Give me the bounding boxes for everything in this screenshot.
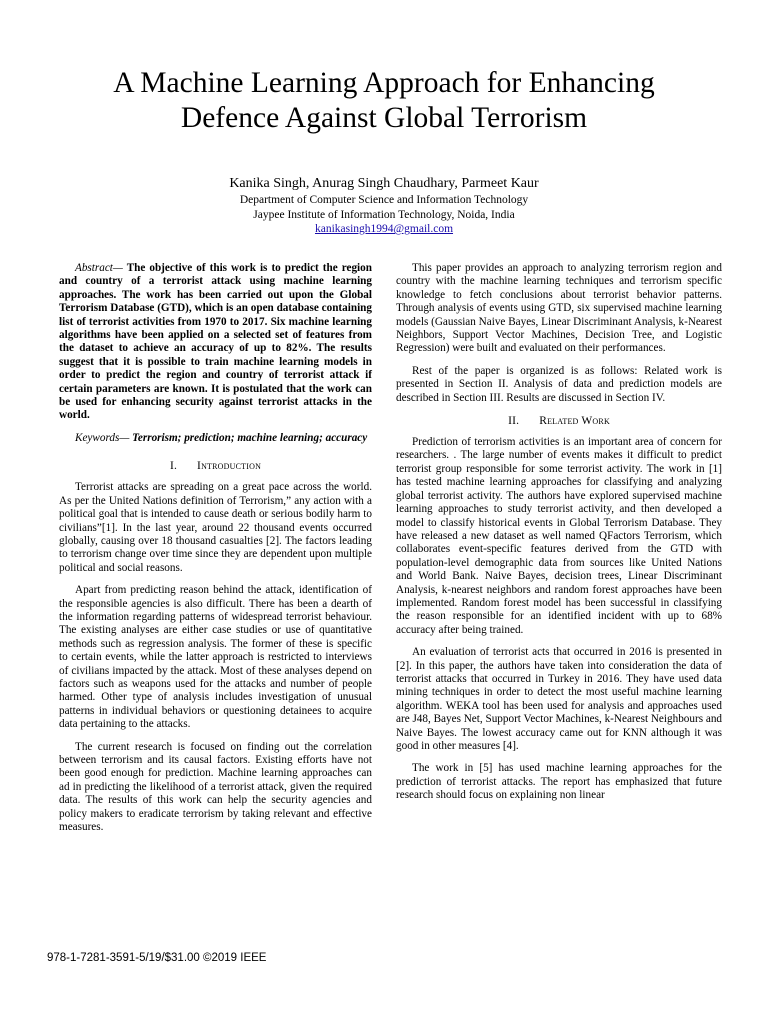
section-number: I.: [169, 460, 178, 473]
right-column: [396, 262, 722, 812]
affiliation-institute: Jaypee Institute of Information Technology, Noida, India: [253, 209, 515, 221]
author-email-link[interactable]: kanikasingh1994@gmail.com: [314, 223, 454, 235]
section-heading-introduction: [59, 459, 372, 473]
left-column: [59, 262, 372, 843]
paragraph: Rest of the paper is organized is as follows: Related work is presented in Section II. Analysis of data and prediction models are described in Section III. Results are discussed in Section IV.: [396, 364, 722, 404]
copyright-footer: 978-1-7281-3591-5/19/$31.00 ©2019 IEEE: [47, 952, 267, 964]
section-name: Related Work: [539, 415, 610, 428]
abstract: [59, 262, 372, 423]
affiliation-department: Department of Computer Science and Information Technology: [239, 194, 529, 206]
keywords-text: Terrorism; prediction; machine learning; accuracy: [129, 431, 368, 444]
title-line-2: Defence Against Global Terrorism: [180, 102, 588, 134]
paper-title: [40, 66, 728, 136]
paragraph: Prediction of terrorism activities is an important area of concern for researchers. . The large number of events makes it difficult to predict terrorist group responsible for some terrorist activity. The work in [1] has tested machine learning approaches for classifying and analyzing global terrorist activity. The authors have explored supervised machine learning approaches to study terrorist activity, and then developed a model to classify historical events in Global Terrorism Database. They have released a new dataset as well named QFactors Terrorism, which collaborates event-specific features derived from the GTD with population-level demographic data from sources like United Nations and World Bank. Naive Bayes, decision trees, Linear Discriminant Analysis, k-nearest neighbors and random forest approaches have been implemented. Random forest model has been successful in classifying the reason responsible for an identified incident with up to 68% accuracy after being trained.: [396, 436, 722, 636]
author-list: Kanika Singh, Anurag Singh Chaudhary, Parmeet Kaur: [229, 176, 539, 191]
paragraph: An evaluation of terrorist acts that occurred in 2016 is presented in [2]. In this paper, the authors have taken into consideration the data of terrorist attacks that occurred in Turkey in 2016. They have used data mining techniques in order to detect the most useful machine learning algorithm. WEKA tool has been used for analysis and approaches used are J48, Bayes Net, Support Vector Machines, k-Nearest Neighbours and Naive Bayes. The lowest accuracy came out for KNN although it was good in other measures [4].: [396, 646, 723, 752]
paragraph: This paper provides an approach to analyzing terrorism region and country with the machine learning techniques and terrorism specific knowledge to fetch conclusions about terrorist behavior patterns. Through analysis of events using GTD, six supervised machine learning models (Gaussian Naive Bayes, Linear Discriminant Analysis, k-Nearest Neighbors, Support Vector Machines, Decision Tree, and Logistic Regression) were built and evaluated on their performances.: [396, 262, 722, 355]
title-line-1: A Machine Learning Approach for Enhancing: [113, 67, 655, 99]
keywords: [59, 432, 372, 445]
paragraph: The current research is focused on finding out the correlation between terrorism and its causal factors. Existing efforts have not been good enough for prediction. Machine learning approaches can ad in predicting the likelihood of a terrorist attack, given the required data. The results of this work can help the security agencies and policy makers to eradicate terrorism by taking relevant and effective measures.: [59, 740, 372, 834]
keywords-label: Keywords—: [75, 431, 130, 444]
section-name: Introduction: [197, 460, 262, 473]
section-number: II.: [508, 415, 520, 428]
paragraph: The work in [5] has used machine learning approaches for the prediction of terrorist attacks. The report has emphasized that future research should focus on explaining non linear: [396, 762, 722, 802]
paragraph: Apart from predicting reason behind the attack, identification of the responsible agencies is also difficult. There has been a dearth of the information regarding patterns of widespread terrorist behaviour. The existing analyses are either case studies or use of quantitative methods such as regression analysis. The former of these is specific to certain events, while the latter approach is restricted to interviews of civilians impacted by the attack. Most of these analyses depend on factors such as weapons used for the attacks and number of people harmed. Other type of analysis includes investigation of unusual patterns in individual behaviors or questioning detainees to acquire data pertaining to the attacks.: [59, 584, 372, 731]
abstract-label: Abstract—: [75, 262, 123, 274]
abstract-text: The objective of this work is to predict the region and country of a terrorist attack using machine learning approaches. The work has been carried out upon the Global Terrorism Database (GTD), which is an open database containing list of terrorist activities from 1970 to 2017. Six machine learning algorithms have been applied on a selected set of features from the dataset to achieve an accuracy of up to 82%. The results suggest that it is possible to train machine learning models in order to predict the region and country of terrorist attack if certain parameters are known. It is postulated that the work can be used for enhancing security against terrorist attacks in the world.: [59, 262, 372, 422]
paragraph: Terrorist attacks are spreading on a great pace across the world. As per the United Nations definition of Terrorism,” any action with a political goal that is intended to cause death or serious bodily harm to civilians”[1]. In the last year, around 22 thousand events occurred globally, causing over 18 thousand casualties [2]. The factors leading to terrorism change over time since they are dependent upon multiple political and social reasons.: [59, 481, 372, 574]
section-heading-related-work: [396, 414, 722, 428]
